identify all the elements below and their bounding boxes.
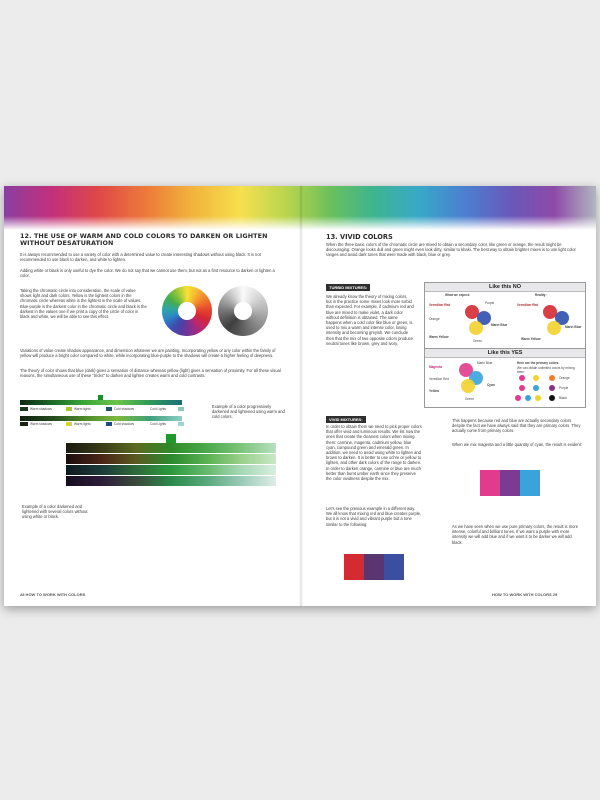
swatch-vivid-purple <box>500 470 520 496</box>
turbid-mixtures-label: TURBID MIXTURES: <box>326 284 370 291</box>
section-13-title: 13. VIVID COLORS <box>326 233 393 241</box>
yes-note-mixing: We can obtain unlimited colors by mixing them: <box>517 366 575 374</box>
left-paragraph-4: Variations of value create shadow appearance, and dimension whatever we are painting. Incorporating yellow or any color within the family of yellow will produce a bright color compared to white, while incorporating blue-purple to the shadows will create a higher feeling of deepness. <box>20 348 276 359</box>
label-cold-lights-1: Cold Lights <box>150 407 166 411</box>
right-page-footer: HOW TO WORK WITH COLORS 29 <box>492 592 558 597</box>
left-paragraph-1: It is always recommended to use a variety of color with a determined value to create interesting shadows without using black. It is not recommended to use black to darken, and white to lighten. <box>20 252 261 263</box>
vivid-mixtures-label: VIVID MIXTURES: <box>326 416 366 423</box>
col2-paragraph-1: This happens because red and blue are actually secondary colors despite the fact we have always said that they are primary colors. They actually come from primary colors. <box>452 418 581 434</box>
caption-several-colors: Example of a color darkened and lightened with several colors without using white or black. <box>22 504 88 520</box>
yes-label-cyan: Cyan <box>487 383 495 387</box>
gradient-block <box>66 442 276 494</box>
swatch-cyan <box>520 470 540 496</box>
yes-label-yellow: Yellow <box>429 389 439 393</box>
swatch-dull-purple <box>364 554 384 580</box>
result-black: Black <box>559 396 567 400</box>
label-cold-shadows-2: Cold shadows <box>114 422 135 426</box>
expect-label: What we expect: <box>445 293 470 297</box>
color-wheel <box>162 286 212 336</box>
caption-progression: Example of a color progressively darkened and lightened using warm and cold colors. <box>212 404 285 420</box>
section-12-title: 12. THE USE OF WARM AND COLD COLORS TO DARKEN OR LIGHTEN WITHOUT DESATURATION <box>20 232 268 247</box>
panel-like-this-no <box>424 282 586 350</box>
yes-label-vermilion: Vermilion Red <box>429 377 449 381</box>
col2-paragraph-3: As we have seen when we use pure primary colors, the result is more intense, colorful and brilliant tones. If we want a purple with more intensity we will add blue and if we want it to be darker we will add black. <box>452 524 579 545</box>
swatch-labels-row-1 <box>20 407 190 412</box>
block-marker <box>166 434 176 443</box>
label-warm-lights-2: Warm lights <box>74 422 91 426</box>
swatch-blue <box>384 554 404 580</box>
label-cold-shadows-1: Cold shadows <box>114 407 135 411</box>
no-label-yellow: Warm Yellow <box>429 335 449 339</box>
gradient-strip-green-1 <box>20 400 182 405</box>
no-label-vermilion: Vermilion Red <box>429 303 451 307</box>
left-paragraph-2: Adding white or black is only useful to dye the color. We do not say that we cannot use them, but not as a first resource to darken or lighten a color. <box>20 268 275 279</box>
swatch-red <box>344 554 364 580</box>
no-label-purple: Purple <box>485 301 495 305</box>
strip-marker <box>98 395 103 400</box>
turbid-text: We already know the theory of mixing colors, but in the practice some mixes look more turbid than expected. For example, if cadmium red and blue are mixed to make violet, a dark color without definition is obtained. The same happens when a cold color like blue or green, is used to mix a warm and intense color, losing intensity and becoming greyish. We conclude then that the mix of two opposite colors produce neutral tones like brown, grey and ivory. <box>326 294 414 346</box>
panel-like-this-yes <box>424 348 586 408</box>
vivid-text-1: In order to obtain them we need to pick proper colors that offer vivid and luminous results. We list now the ones that create the cleanest colors when mixing them: carmine, magenta, cadmium yellow, blue cyan, compound green and emerald green. In addition, we need to avoid using white to lighten and brown to darken. It is better to use ochre or yellow to lighten, and other dark colors of the range to darken. In order to darken orange, carmine or blue are much better than burnt umber earth since they preserve the color vividness despite the mix. <box>326 424 422 482</box>
value-wheel <box>218 286 268 336</box>
label-warm-shadows-1: Warm shadows <box>30 407 52 411</box>
no-label-orange: Orange <box>429 317 440 321</box>
yes-note-primary: Here are the primary colors. <box>517 361 560 365</box>
panel-yes-title: Like this YES <box>425 349 585 358</box>
yes-label-magenta: Magenta <box>429 365 442 369</box>
reality-label-yellow: Warm Yellow <box>521 337 541 341</box>
reality-label: Reality: <box>535 293 547 297</box>
yes-label-blue: Marin Blue <box>477 361 493 365</box>
result-purple: Purple <box>559 386 569 390</box>
label-warm-lights-1: Warm lights <box>74 407 91 411</box>
label-cold-lights-2: Cold Lights <box>150 422 166 426</box>
swatch-labels-row-2 <box>20 422 190 427</box>
col2-paragraph-2: When we mix magenta and a little quantity of cyan, the result is evident: <box>452 442 582 447</box>
left-paragraph-5: The theory of color shows that blue (dark) gives a sensation of distance whereas yellow (light) gives a sensation of proximity. For all these visual reasons, the simultaneous use of these "tricks" to darken and lighten creates warm and cold contrasts. <box>20 368 281 379</box>
vivid-text-2: Let's see the previous example in a different way. We all know that mixing red and blue creates purple, but it is not a vivid and vibrant purple but a tone similar to the following: <box>326 506 422 527</box>
right-intro: When the three basic colors of the chromatic circle are mixed to obtain a secondary color, like green or orange, the result might be discouraging. Orange looks dull and green might even look dirty, similar to khaki. The best way to obtain brighter mixes is to use light color ranges and avoid dark tones that were made with black, blue or grey. <box>326 242 576 258</box>
book-spread <box>4 186 596 606</box>
panel-no-title: Like this NO <box>425 283 585 292</box>
label-warm-shadows-2: Warm shadows <box>30 422 52 426</box>
result-orange: Orange <box>559 376 570 380</box>
left-page-footer: 28 HOW TO WORK WITH COLORS <box>20 592 86 597</box>
yes-label-green: Green <box>465 397 474 401</box>
no-label-blue: Marin Blue <box>491 323 508 327</box>
no-label-green: Green <box>473 339 482 343</box>
left-paragraph-3: Taking the chromatic circle into consideration, the scale of value shows light and dark colors. Yellow is the lightest colors in the chromatic circle whereas white is the lightest in the scale of values. Blue-purple is the darkest color in the chromatic circle and black is the darkest in the values one if we print a copy of the circle of color in black and white, we will be able to see this effect. <box>20 288 147 320</box>
reality-label-blue: Marin Blue <box>565 325 582 329</box>
reality-label-vermilion: Vermilion Red <box>517 303 539 307</box>
swatch-magenta <box>480 470 500 496</box>
gradient-strip-green-2 <box>20 416 182 421</box>
book-gutter <box>299 186 303 606</box>
